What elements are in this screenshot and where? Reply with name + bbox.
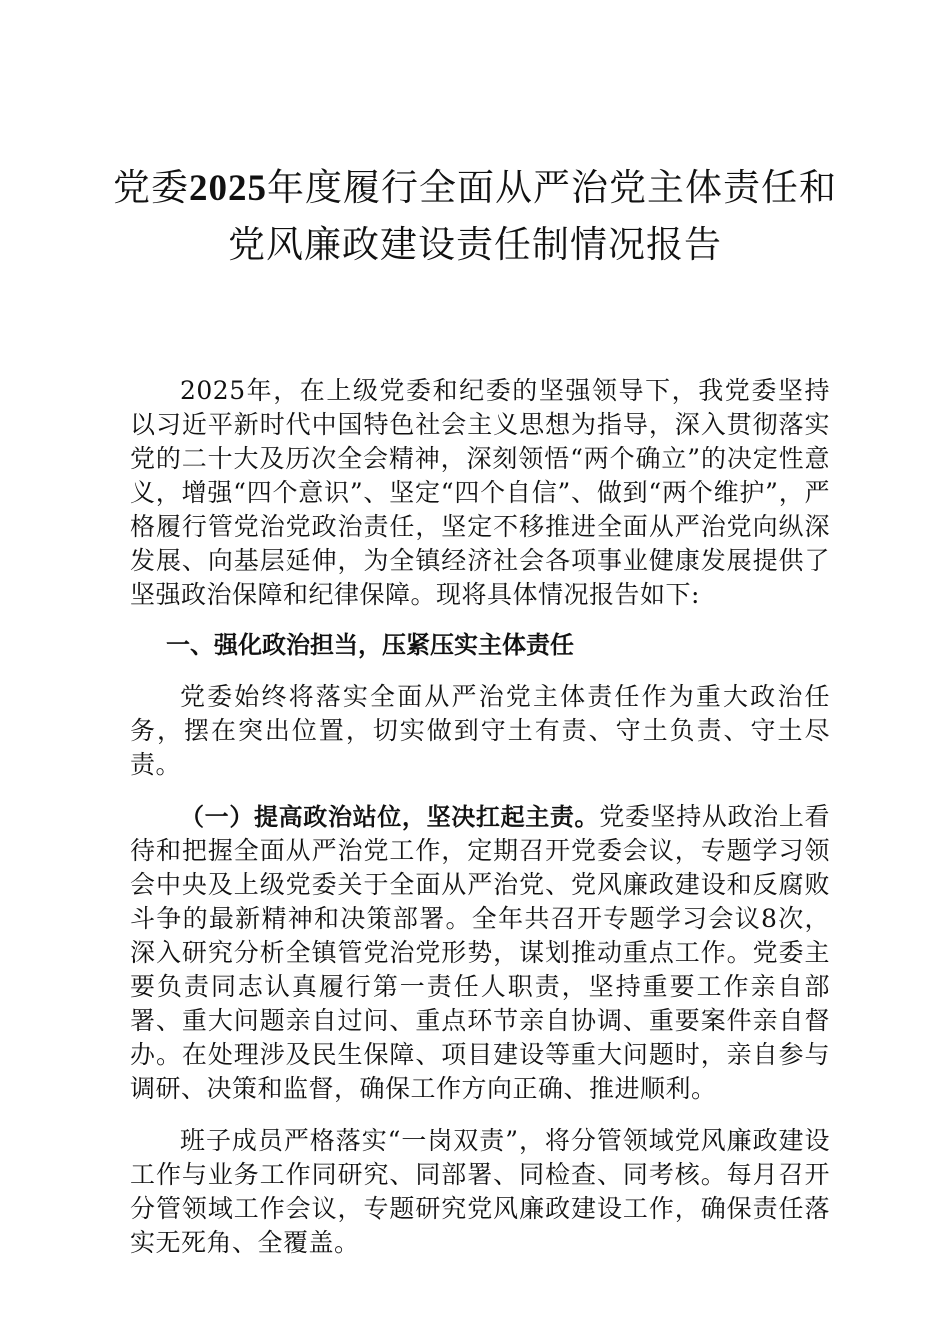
document-title (90, 160, 860, 273)
title-line1-rest: 年度履行全面从严治党主体责任和 (267, 166, 837, 209)
subsection-1-paragraph (130, 800, 830, 1106)
title-year: 2025 (189, 168, 267, 209)
team-paragraph: 班子成员严格落实“一岗双责”，将分管领域党风廉政建设工作与业务工作同研究、同部署、同检查、同考核。每月召开分管领域工作会议，专题研究党风廉政建设工作，确保责任落实无死角、全覆盖。 (130, 1126, 830, 1257)
subsection-1-lead: （一）提高政治站位，坚决扛起主责。 (180, 803, 600, 831)
title-line2: 党风廉政建设责任制情况报告 (228, 223, 722, 266)
subsection-1-body: 党委坚持从政治上看待和把握全面从严治党工作，定期召开党委会议，专题学习领会中央及上级党委关于全面从严治党、党风廉政建设和反腐败斗争的最新精神和决策部署。全年共召开专题学习会议8次，深入研究分析全镇管党治党形势，谋划推动重点工作。党委主要负责同志认真履行第一责任人职责，坚持重要工作亲自部署、重大问题亲自过问、重点环节亲自协调、重要案件亲自督办。在处理涉及民生保障、项目建设等重大问题时，亲自参与调研、决策和监督，确保工作方向正确、推进顺利。 (130, 802, 830, 1103)
title-prefix: 党委 (113, 166, 189, 209)
intro-paragraph: 2025年，在上级党委和纪委的坚强领导下，我党委坚持以习近平新时代中国特色社会主义思想为指导，深入贯彻落实党的二十大及历次全会精神，深刻领悟“两个确立”的决定性意义，增强“四个意识”、坚定“四个自信”、做到“两个维护”，严格履行管党治党政治责任，坚定不移推进全面从严治党向纵深发展、向基层延伸，为全镇经济社会各项事业健康发展提供了坚强政治保障和纪律保障。现将具体情况报告如下: (130, 376, 830, 609)
section-1-heading: 一、强化政治担当，压紧压实主体责任 (166, 631, 574, 659)
section-1-paragraph: 党委始终将落实全面从严治党主体责任作为重大政治任务，摆在突出位置，切实做到守土有责、守土负责、守土尽责。 (130, 682, 830, 779)
document-body (130, 374, 830, 1260)
